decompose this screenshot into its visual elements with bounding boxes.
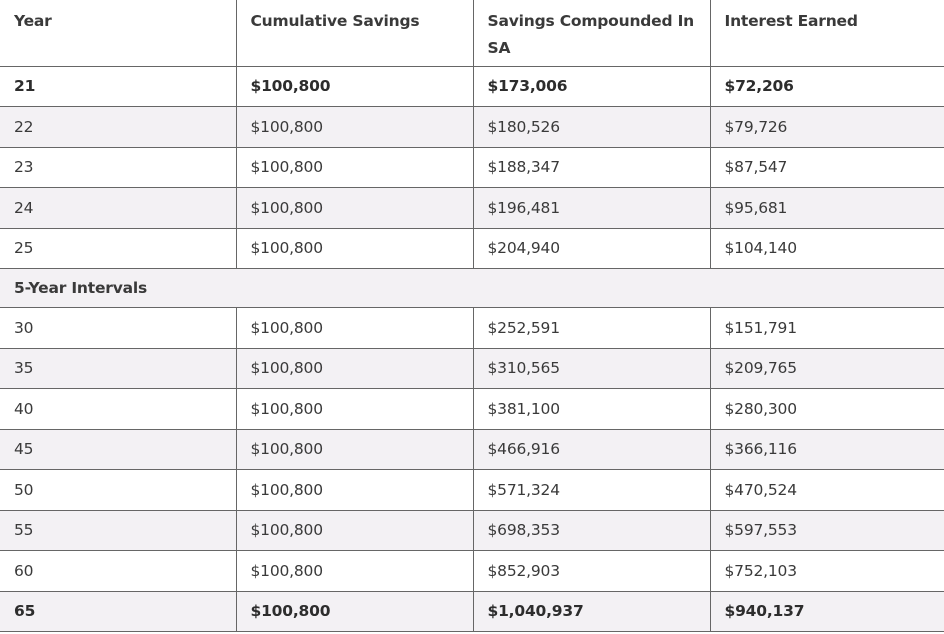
table-row	[0, 188, 944, 229]
cell-year: 35	[0, 348, 236, 389]
cell-interest-earned: $752,103	[710, 551, 944, 592]
cell-interest-earned: $470,524	[710, 470, 944, 511]
cell-year: 60	[0, 551, 236, 592]
table-row	[0, 308, 944, 349]
cell-year: 55	[0, 510, 236, 551]
section-row	[0, 269, 944, 308]
cell-year: 23	[0, 147, 236, 188]
cell-interest-earned: $104,140	[710, 228, 944, 269]
cell-savings-compounded: $188,347	[473, 147, 710, 188]
cell-interest-earned: $72,206	[710, 66, 944, 107]
cell-cumulative-savings: $100,800	[236, 591, 473, 632]
cell-cumulative-savings: $100,800	[236, 551, 473, 592]
cell-savings-compounded: $852,903	[473, 551, 710, 592]
cell-year: 25	[0, 228, 236, 269]
cell-cumulative-savings: $100,800	[236, 188, 473, 229]
cell-cumulative-savings: $100,800	[236, 228, 473, 269]
table-row	[0, 107, 944, 148]
cell-year: 45	[0, 429, 236, 470]
cell-year: 22	[0, 107, 236, 148]
cell-cumulative-savings: $100,800	[236, 107, 473, 148]
cell-interest-earned: $366,116	[710, 429, 944, 470]
table-body	[0, 66, 944, 632]
table-row	[0, 591, 944, 632]
table-row	[0, 389, 944, 430]
header-year: Year	[14, 12, 52, 30]
cell-cumulative-savings: $100,800	[236, 147, 473, 188]
cell-interest-earned: $940,137	[710, 591, 944, 632]
cell-interest-earned: $79,726	[710, 107, 944, 148]
cell-year: 65	[0, 591, 236, 632]
cell-year: 30	[0, 308, 236, 349]
cell-year: 24	[0, 188, 236, 229]
cell-savings-compounded: $571,324	[473, 470, 710, 511]
cell-savings-compounded: $381,100	[473, 389, 710, 430]
cell-savings-compounded: $310,565	[473, 348, 710, 389]
table-row	[0, 470, 944, 511]
cell-interest-earned: $95,681	[710, 188, 944, 229]
cell-interest-earned: $151,791	[710, 308, 944, 349]
cell-year: 21	[0, 66, 236, 107]
cell-interest-earned: $280,300	[710, 389, 944, 430]
cell-cumulative-savings: $100,800	[236, 308, 473, 349]
cell-cumulative-savings: $100,800	[236, 348, 473, 389]
cell-savings-compounded: $252,591	[473, 308, 710, 349]
cell-interest-earned: $597,553	[710, 510, 944, 551]
cell-savings-compounded: $698,353	[473, 510, 710, 551]
table-header-row	[0, 0, 944, 66]
header-savings-compounded: Savings Compounded In SA	[473, 0, 710, 66]
table-row	[0, 348, 944, 389]
cell-savings-compounded: $466,916	[473, 429, 710, 470]
cell-savings-compounded: $173,006	[473, 66, 710, 107]
header-interest-earned: Interest Earned	[710, 0, 944, 66]
cell-savings-compounded: $180,526	[473, 107, 710, 148]
table-row	[0, 551, 944, 592]
table-row	[0, 228, 944, 269]
table-row	[0, 66, 944, 107]
cell-interest-earned: $87,547	[710, 147, 944, 188]
cell-cumulative-savings: $100,800	[236, 429, 473, 470]
cell-cumulative-savings: $100,800	[236, 66, 473, 107]
cell-cumulative-savings: $100,800	[236, 510, 473, 551]
cell-cumulative-savings: $100,800	[236, 389, 473, 430]
table-row	[0, 429, 944, 470]
table-row	[0, 147, 944, 188]
cell-interest-earned: $209,765	[710, 348, 944, 389]
cell-cumulative-savings: $100,800	[236, 470, 473, 511]
cell-savings-compounded: $1,040,937	[473, 591, 710, 632]
cell-savings-compounded: $196,481	[473, 188, 710, 229]
cell-savings-compounded: $204,940	[473, 228, 710, 269]
cell-year: 50	[0, 470, 236, 511]
cell-year: 40	[0, 389, 236, 430]
section-label: 5-Year Intervals	[0, 269, 944, 308]
header-cumulative-savings: Cumulative Savings	[236, 0, 473, 66]
table-row	[0, 510, 944, 551]
